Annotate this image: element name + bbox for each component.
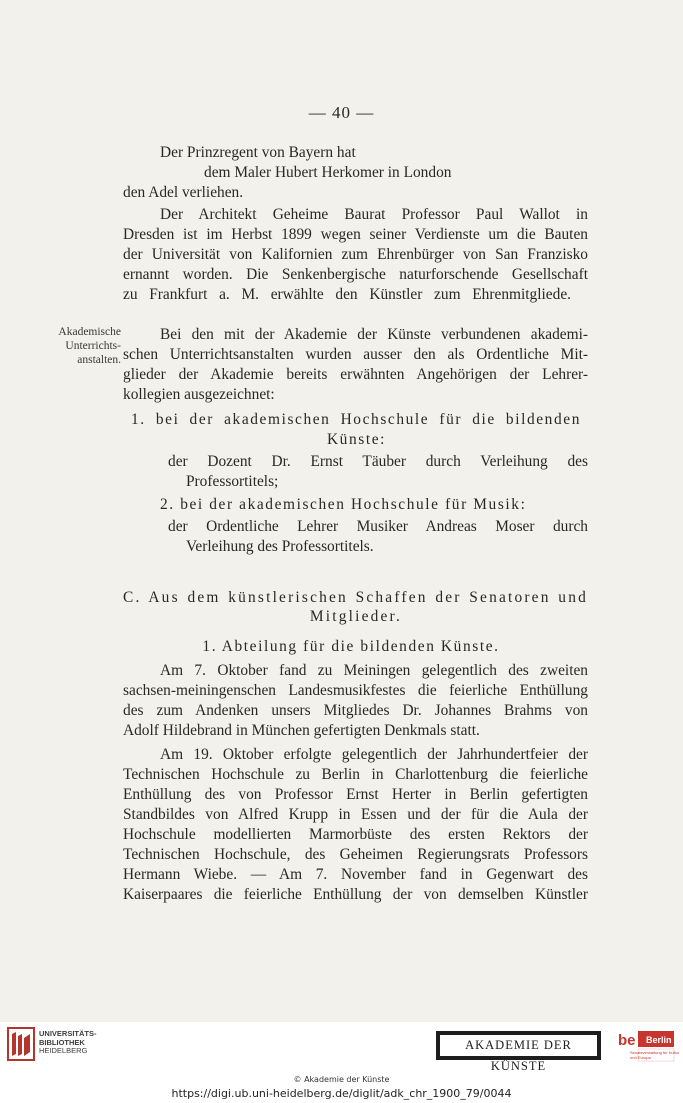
text-line: Standbildes von Alfred Krupp in Essen und der für die Aula der [123,806,588,823]
text-line: der Universität von Kalifornien zum Ehrenbürger von San Franzisko [123,246,588,263]
text-line: Adolf Hildebrand in München gefertigten Denkmals statt. [123,722,480,739]
university-library-name[interactable]: UNIVERSITÄTS- BIBLIOTHEK HEIDELBERG [39,1029,97,1055]
svg-text:be: be [618,1032,636,1049]
text-line: Künste: [326,431,387,448]
text-line: Kaiserpaares die feierliche Enthüllung der von demselben Künstler [123,886,588,903]
text-line: des zum Andenken unsers Mitgliedes Dr. Johannes Brahms von [123,702,588,719]
document-url-link[interactable]: https://digi.ub.uni-heidelberg.de/diglit/adk_chr_1900_79/0044 [171,1087,512,1100]
text-line: Am 19. Oktober erfolgte gelegentlich der Jahrhundertfeier der [160,746,588,763]
academy-logo[interactable] [436,1031,601,1073]
text-line: zu Frankfurt a. M. erwählte den Künstler zum Ehrenmitgliede. [123,286,571,303]
subsection-heading: 1. Abteilung für die bildenden Künste. [202,638,500,655]
text-line: Professortitels; [186,473,279,490]
text-line: Am 7. Oktober fand zu Meiningen gelegentlich des zweiten [160,662,588,679]
text-line: 1. bei der akademischen Hochschule für die bildenden [131,411,581,428]
text-line: Hermann Wiebe. — Am 7. November fand in Gegenwart des [123,866,588,883]
text-line: Dresden ist im Herbst 1899 wegen seiner Verdienste um die Bauten [123,226,588,243]
copyright-notice: © Akademie der Künste [293,1075,390,1084]
text-line: Bei den mit der Akademie der Künste verbundenen akademi- [160,326,588,343]
text-line: Der Architekt Geheime Baurat Professor Paul Wallot in [160,206,588,223]
text-line: Technischen Hochschule zu Berlin in Charlottenburg die feierliche [123,766,588,783]
svg-text:Berlin: Berlin [646,1035,672,1045]
text-line: Enthüllung des von Professor Ernst Herter in Berlin gefertigten [123,786,588,803]
text-line: der Ordentliche Lehrer Musiker Andreas Moser durch [168,518,588,535]
text-line: Verleihung des Professortitels. [186,538,374,555]
text-line: glieder der Akademie bereits erwähnten Angehörigen der Lehrer- [123,366,588,383]
text-line: Der Prinzregent von Bayern hat [160,144,356,161]
text-line: Hochschule modellierten Marmorbüste des ersten Rektors der [123,826,588,843]
section-heading: C. Aus dem künstlerischen Schaffen der Senatoren und [123,589,588,606]
berlin-subtitle: Senatsverwaltung für Kultur und Europa [630,1050,680,1060]
text-line: dem Maler Hubert Herkomer in London [204,164,452,181]
text-line: kollegien ausgezeichnet: [123,386,275,403]
text-line: der Dozent Dr. Ernst Täuber durch Verleihung des [168,453,588,470]
text-line: ernannt worden. Die Senkenbergische naturforschende Gesellschaft [123,266,588,283]
university-library-logo-icon[interactable] [6,1026,36,1062]
text-line: den Adel verliehen. [123,184,244,201]
academy-label: AKADEMIE DER KÜNSTE [439,1034,598,1057]
text-line: Technischen Hochschule, des Geheimen Regierungsrats Professors [123,846,588,863]
text-line: sachsen-meiningenschen Landesmusikfestes die feierliche Enthüllung [123,682,588,699]
page-number: — 40 — [308,103,375,122]
margin-note: Akademische Unterrichts- anstalten. [58,326,121,366]
section-heading: Mitglieder. [309,608,403,625]
text-line: 2. bei der akademischen Hochschule für Musik: [160,496,527,513]
text-line: schen Unterrichtsanstalten wurden ausser den als Ordentliche Mit- [123,346,588,363]
